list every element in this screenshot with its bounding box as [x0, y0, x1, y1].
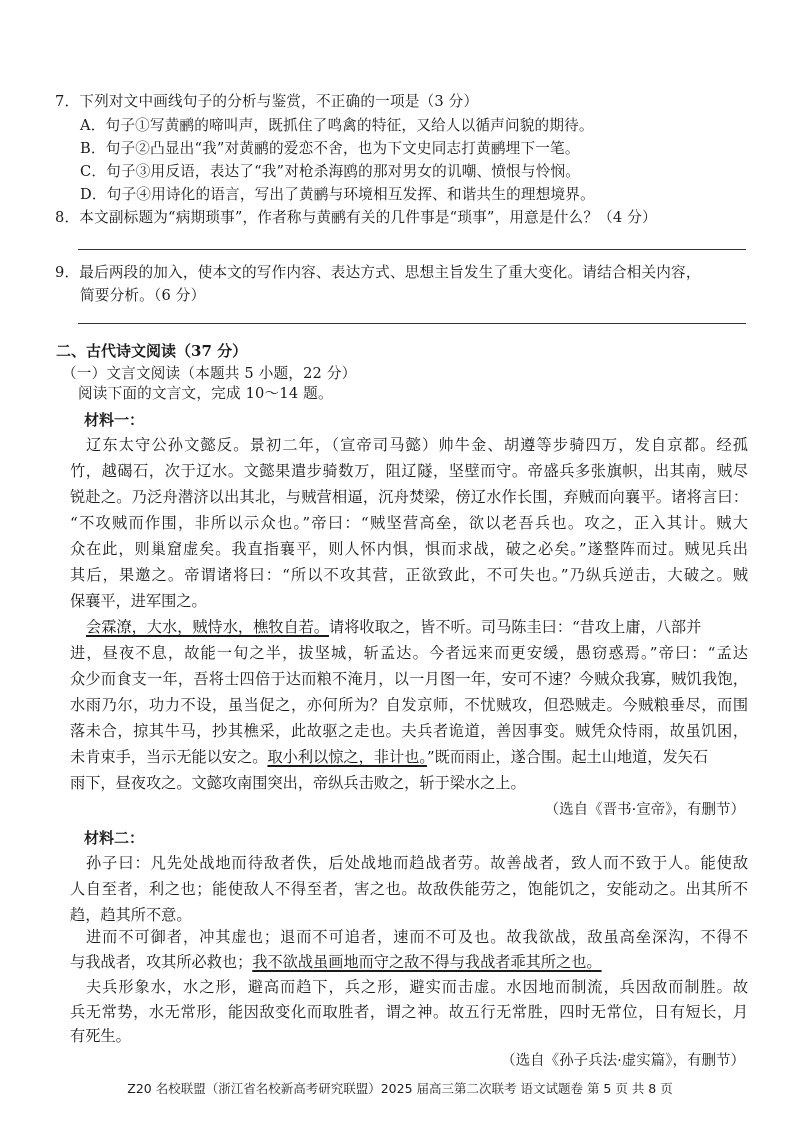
m2-p2-line-2 — [70, 950, 748, 974]
page-footer: Z20 名校联盟（浙江省名校新高考研究联盟）2025 届高三第二次联考 语文试题卷 第 5 页 共 8 页 — [127, 1081, 673, 1096]
q8-answer-line[interactable] — [78, 249, 746, 250]
m1-p2-first-line — [86, 615, 748, 639]
m2-line: 进而不可御者，冲其虚也；退而不可追者，速而不可及也。故我欲战，敌虽高垒深沟，不得不 — [86, 928, 748, 946]
m1-p2-line-6-post: ”既而雨止，遂合围。起土山地道，发矢石 — [426, 748, 709, 766]
q9-answer-line[interactable] — [78, 323, 746, 324]
m1-line: 竹，越碣石，次于辽水。文懿果遣步骑数万，阻辽隧，坚壁而守。帝盛兵多张旗帜，出其南，贼尽 — [70, 462, 748, 480]
subsection-title: （一）文言文阅读（本题共 5 小题，22 分） — [62, 365, 357, 382]
m1-line: 水雨乃尔，功力不设，虽当促之，亦何所为？自发京师，不忧贼攻，但恐贼走。今贼粮垂尽，而围 — [70, 696, 748, 714]
underlined-sentence-1: 会霖潦，大水，贼恃水，樵牧自若。 — [86, 618, 329, 636]
m1-p2-line-6 — [70, 745, 748, 769]
section-instruction: 阅读下面的文言文，完成 10～14 题。 — [78, 385, 333, 402]
m1-line: 保襄平，进军围之。 — [70, 592, 207, 610]
m1-p2-first-line-rest: 请将收取之，皆不听。司马陈圭曰：“昔攻上庸，八部并 — [329, 618, 702, 636]
m1-line: 雨下，昼夜攻之。文懿攻南围突出，帝纵兵击败之，斩于梁水之上。 — [70, 774, 526, 792]
underlined-sentence-2: 取小利以惊之，非计也。 — [267, 748, 427, 766]
m1-line: 其后，果邀之。帝谓诸将曰：“所以不攻其营，正欲致此，不可失也。”乃纵兵逆击，大破之。贼 — [70, 566, 748, 584]
q7-option-c: C．句子③用反语，表达了“我”对枪杀海鸥的那对男女的讥嘲、愤恨与怜悯。 — [80, 163, 581, 180]
m2-p2-line-2-pre: 与我战者，攻其所必救也； — [70, 953, 253, 971]
m1-line: 锐赴之。乃泛舟潜济以出其北，与贼营相逼，沉舟焚梁，傍辽水作长围，弃贼而向襄平。诸将言曰： — [70, 488, 748, 506]
m2-line: 孙子曰：凡先处战地而待敌者佚，后处战地而趋战者劳。故善战者，致人而不致于人。能使敌 — [86, 854, 748, 872]
q7-option-a: A．句子①写黄鹂的啼叫声，既抓住了鸣禽的特征，又给人以循声问貌的期待。 — [80, 117, 594, 134]
material2-source: （选自《孙子兵法·虚实篇》，有删节） — [501, 1053, 745, 1069]
q7-option-d: D．句子④用诗化的语言，写出了黄鹂与环境相互发挥、和谐共生的理想境界。 — [80, 186, 595, 203]
section-title: 二、古代诗文阅读（37 分） — [56, 342, 248, 360]
q9-stem-cont: 简要分析。（6 分） — [80, 287, 206, 304]
m2-line: 人自至者，利之也；能使敌人不得至者，害之也。故敌佚能劳之，饱能饥之，安能动之。出其所不 — [70, 880, 748, 898]
q8-stem: 8．本文副标题为“病期琐事”，作者称与黄鹂有关的几件事是“琐事”，用意是什么？（4 分） — [55, 209, 657, 226]
m2-line: 兵无常势，水无常形，能因敌变化而取胜者，谓之神。故五行无常胜，四时无常位，日有短长，月 — [70, 1003, 748, 1021]
m1-p2-line-6-pre: 未肯束手，当示无能以安之。 — [70, 748, 268, 766]
material1-title: 材料一： — [84, 411, 145, 429]
q9-stem: 9．最后两段的加入，使本文的写作内容、表达方式、思想主旨发生了重大变化。请结合相关内容， — [55, 264, 701, 281]
m2-line: 趋，趋其所不意。 — [70, 906, 192, 924]
m1-line: 进，昼夜不息，故能一旬之半，拔坚城，斩孟达。今者远来而更安缓，愚窃惑焉。”帝曰：“孟达 — [70, 644, 748, 662]
underlined-sentence-3: 我不欲战虽画地而守之敌不得与我战者乖其所之也。 — [252, 953, 602, 971]
m1-line: 众在此，则巢窟虚矣。我直指襄平，则人怀内惧，惧而求战，破之必矣。”遂整阵而过。贼见兵出 — [70, 540, 748, 558]
m1-line: “不攻贼而作围，非所以示众也。”帝曰：“贼坚营高垒，欲以老吾兵也。攻之，正入其计。贼大 — [70, 514, 748, 532]
m2-line: 夫兵形象水，水之形，避高而趋下，兵之形，避实而击虚。水因地而制流，兵因敌而制胜。故 — [86, 978, 748, 996]
m1-line: 落未合，掠其牛马，抄其樵采，此故驱之走也。夫兵者诡道，善因事变。贼凭众恃雨，故虽饥困， — [70, 722, 748, 740]
m1-line: 众少而食支一年，吾将士四倍于达而粮不淹月，以一月图一年，安可不速？今贼众我寡，贼饥我饱， — [70, 670, 748, 688]
q7-stem: 7．下列对文中画线句子的分析与鉴赏，不正确的一项是（3 分） — [55, 93, 479, 110]
material2-title: 材料二： — [84, 829, 145, 847]
material1-source: （选自《晋书·宣帝》，有删节） — [544, 802, 745, 818]
q7-option-b: B．句子②凸显出“我”对黄鹂的爱恋不舍，也为下文史同志打黄鹂埋下一笔。 — [80, 140, 580, 157]
m2-line: 有死生。 — [70, 1027, 131, 1045]
m1-line: 辽东太守公孙文懿反。景初二年，（宣帝司马懿）帅牛金、胡遵等步骑四万，发自京都。经孤 — [86, 436, 748, 454]
